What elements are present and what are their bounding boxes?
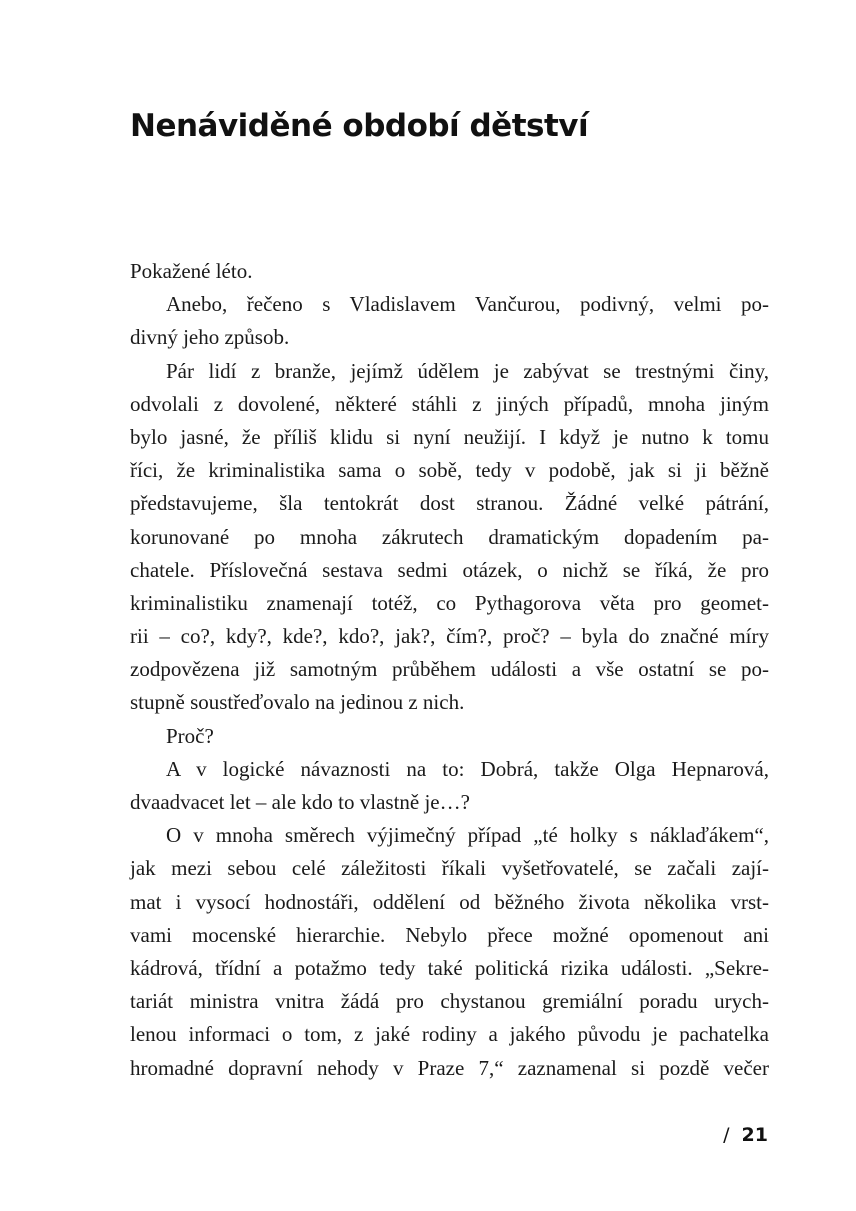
text-line: Pár lidí z branže, jejímž údělem je zabývat se trestnými činy, — [166, 358, 769, 383]
page-number: 21 — [741, 1124, 768, 1146]
text-line: tariát ministra vnitra žádá pro chystanou gremiální poradu urych- — [130, 989, 769, 1014]
text-line: Pokažené léto. — [130, 259, 253, 283]
text-line: hromadné dopravní nehody v Praze 7,“ zaznamenal si pozdě večer — [130, 1055, 769, 1080]
text-line: A v logické návaznosti na to: Dobrá, takže Olga Hepnarová, — [166, 756, 769, 781]
text-line: Proč? — [166, 723, 214, 748]
text-line: O v mnoha směrech výjimečný případ „té holky s náklaďákem“, — [166, 823, 769, 848]
folio-separator: / — [723, 1124, 730, 1146]
page-folio — [723, 1124, 768, 1146]
text-line: vami mocenské hierarchie. Nebylo přece možné opomenout ani — [130, 922, 769, 947]
text-line: korunované po mnoha zákrutech dramatickým dopadením pa- — [130, 524, 769, 549]
text-line: říci, že kriminalistika sama o sobě, tedy v podobě, jak si ji běžně — [130, 458, 769, 483]
text-line: rii – co?, kdy?, kde?, kdo?, jak?, čím?, proč? – byla do značné míry — [130, 624, 769, 649]
text-line: chatele. Příslovečná sestava sedmi otázek, o nichž se říká, že pro — [130, 557, 769, 582]
text-line: mat i vysocí hodnostáři, oddělení od běžného života několika vrst- — [130, 889, 769, 914]
text-line: bylo jasné, že příliš klidu si nyní neužijí. I když je nutno k tomu — [130, 424, 769, 449]
text-line: lenou informaci o tom, z jaké rodiny a jakého původu je pachatelka — [130, 1022, 769, 1047]
text-line: kádrová, třídní a potažmo tedy také politická rizika události. „Sekre- — [130, 955, 769, 980]
text-line: divný jeho způsob. — [130, 325, 290, 350]
text-line: jak mezi sebou celé záležitosti říkali vyšetřovatelé, se začali zají- — [130, 856, 769, 881]
chapter-title: Nenáviděné období dětství — [130, 108, 589, 144]
text-line: stupně soustřeďovalo na jedinou z nich. — [130, 690, 465, 715]
text-line: odvolali z dovolené, některé stáhli z jiných případů, mnoha jiným — [130, 391, 769, 416]
text-line: Anebo, řečeno s Vladislavem Vančurou, podivný, velmi po- — [166, 292, 769, 317]
text-line: kriminalistiku znamenají totéž, co Pythagorova věta pro geomet- — [130, 590, 769, 615]
text-line: zodpovězena již samotným průběhem události a vše ostatní se po- — [130, 657, 769, 682]
body-text — [130, 255, 769, 1085]
text-line: představujeme, šla tentokrát dost stranou. Žádné velké pátrání, — [130, 491, 769, 516]
text-line: dvaadvacet let – ale kdo to vlastně je…? — [130, 790, 470, 814]
